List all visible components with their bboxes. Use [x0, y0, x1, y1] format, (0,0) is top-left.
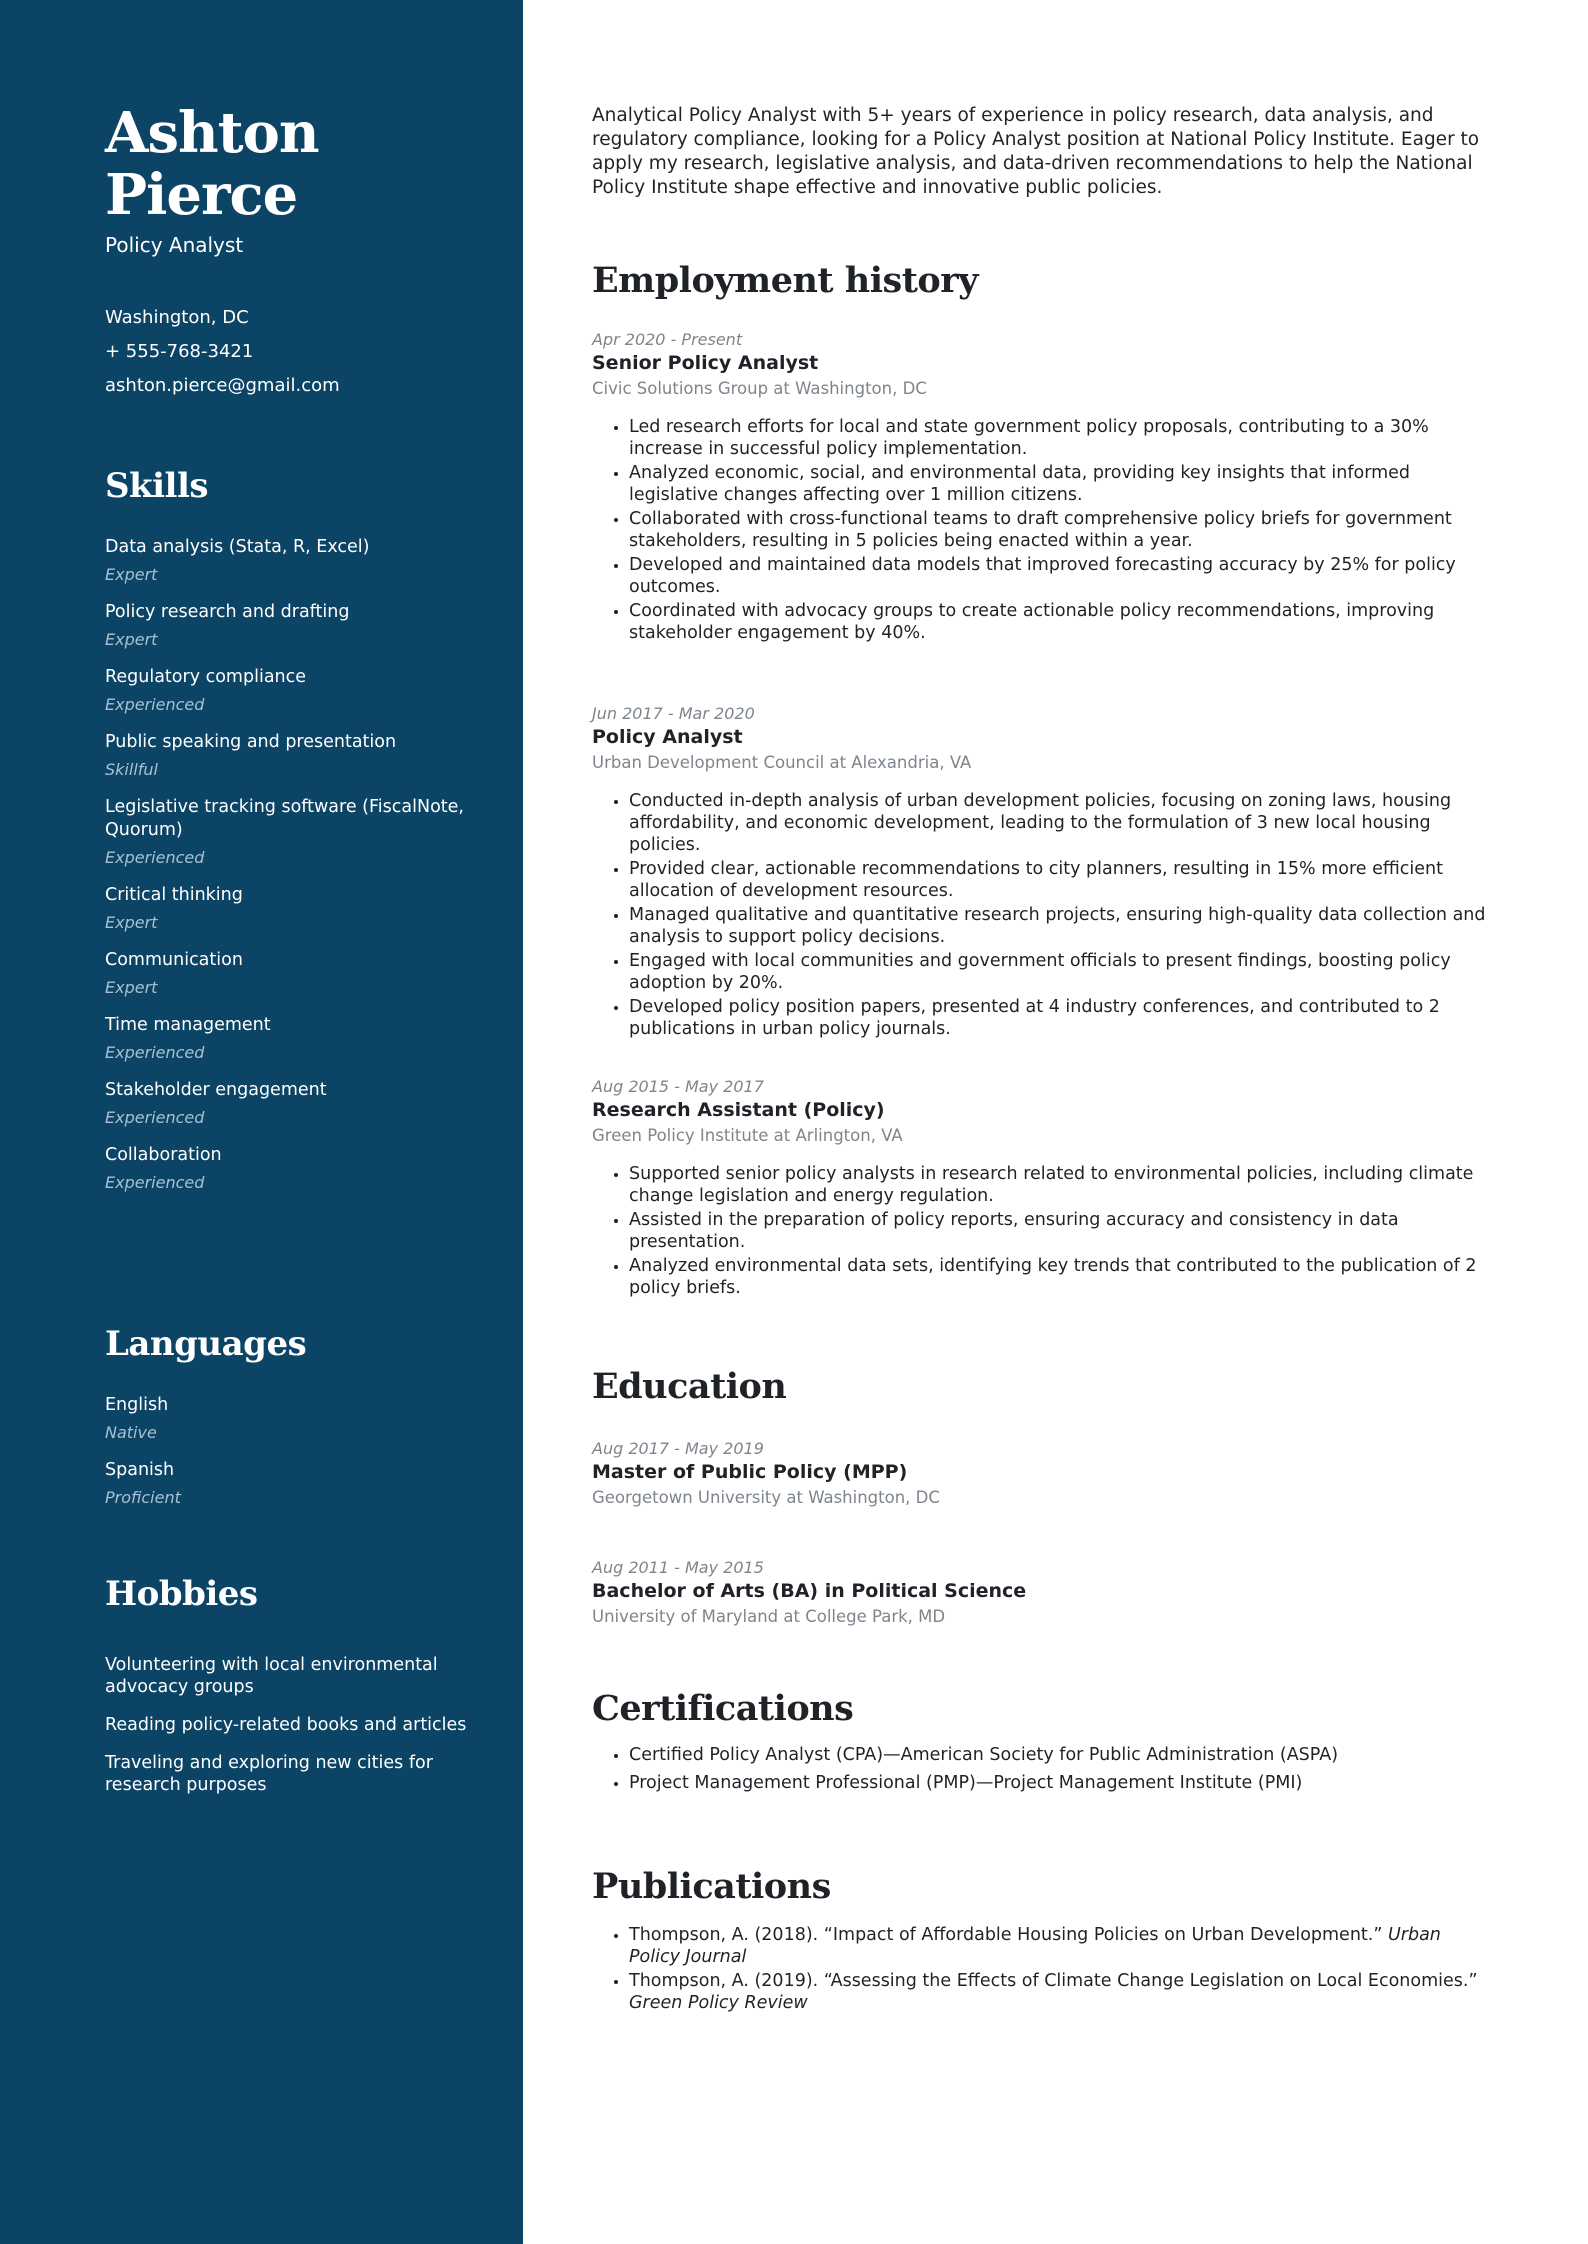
job-role: Policy Analyst: [592, 726, 743, 748]
skill-name: Collaboration: [105, 1145, 222, 1165]
job-bullet: • Developed policy position papers, presented at 4 industry conferences, and contributed to 2 publications in urban policy journals.: [629, 996, 1492, 1040]
publication-citation: Thompson, A. (2018). “Impact of Affordable Housing Policies on Urban Development.”: [629, 1925, 1388, 1945]
education-school: University of Maryland at College Park, MD: [592, 1607, 946, 1626]
skills-heading: Skills: [105, 466, 209, 506]
education-heading: Education: [592, 1366, 787, 1407]
skill-name: Regulatory compliance: [105, 667, 307, 687]
skill-level: Expert: [105, 978, 158, 997]
skill-name: Stakeholder engagement: [105, 1080, 327, 1100]
education-degree: Master of Public Policy (MPP): [592, 1461, 908, 1483]
language-name: English: [105, 1395, 169, 1415]
name-first: Ashton: [105, 100, 319, 166]
publications-heading: Publications: [592, 1866, 831, 1907]
contact-info: [105, 301, 340, 403]
job-entry: [592, 1077, 1492, 1301]
job-role: Research Assistant (Policy): [592, 1099, 885, 1121]
job-dates: Aug 2015 - May 2017: [592, 1077, 764, 1096]
job-bullet: • Developed and maintained data models that improved forecasting accuracy by 25% for policy outcomes.: [629, 554, 1492, 598]
education-dates: Aug 2017 - May 2019: [592, 1439, 764, 1458]
job-org: Civic Solutions Group at Washington, DC: [592, 379, 927, 398]
job-bullet: • Collaborated with cross-functional teams to draft comprehensive policy briefs for government stakeholders, resulting in 5 policies being enacted within a year.: [629, 508, 1492, 552]
certifications-heading: Certifications: [592, 1688, 854, 1729]
skill-level: Experienced: [105, 1108, 205, 1127]
languages-heading: Languages: [105, 1324, 307, 1364]
job-bullet: • Coordinated with advocacy groups to create actionable policy recommendations, improving stakeholder engagement by 40%.: [629, 600, 1492, 644]
certification-bullets: [592, 1744, 1492, 1794]
skill-item: [105, 601, 485, 649]
skill-item: [105, 666, 485, 714]
job-bullet: • Analyzed economic, social, and environmental data, providing key insights that informed legislative changes affecting over 1 million citizens.: [629, 462, 1492, 506]
publication-citation: Thompson, A. (2019). “Assessing the Effects of Climate Change Legislation on Local Economies.”: [629, 1971, 1478, 1991]
skill-level: Experienced: [105, 1043, 205, 1062]
education-degree: Bachelor of Arts (BA) in Political Science: [592, 1580, 1027, 1602]
location: Washington, DC: [105, 307, 249, 328]
skill-level: Expert: [105, 630, 158, 649]
education-entry: [592, 1558, 1492, 1630]
publications-list: [592, 1924, 1492, 2016]
skill-item: [105, 1144, 485, 1192]
job-dates: Apr 2020 - Present: [592, 330, 743, 349]
language-level: Proficient: [105, 1488, 181, 1507]
hobby-item: Reading policy-related books and articles: [105, 1715, 467, 1735]
job-entry: [592, 330, 1492, 646]
education-entry: [592, 1439, 1492, 1511]
sidebar: [0, 0, 523, 2244]
skill-level: Experienced: [105, 1173, 205, 1192]
skill-name: Legislative tracking software (FiscalNote, Quorum): [105, 797, 464, 840]
skill-level: Experienced: [105, 848, 205, 867]
skill-item: [105, 884, 485, 932]
job-bullet: • Assisted in the preparation of policy reports, ensuring accuracy and consistency in data presentation.: [629, 1209, 1492, 1253]
skill-item: [105, 536, 485, 584]
name-last: Pierce: [105, 162, 298, 228]
publication-journal: Urban Policy Journal: [629, 1925, 1441, 1967]
skill-name: Critical thinking: [105, 885, 243, 905]
job-dates: Jun 2017 - Mar 2020: [592, 704, 755, 723]
email: ashton.pierce@gmail.com: [105, 375, 340, 396]
language-name: Spanish: [105, 1460, 175, 1480]
language-item: [105, 1394, 485, 1442]
publication-bullets: [592, 1924, 1492, 2014]
employment-heading: Employment history: [592, 260, 978, 301]
language-item: [105, 1459, 485, 1507]
job-bullet: • Managed qualitative and quantitative research projects, ensuring high-quality data collection and analysis to support policy decisions.: [629, 904, 1492, 948]
skill-name: Communication: [105, 950, 243, 970]
hobbies-heading: Hobbies: [105, 1574, 258, 1614]
skill-level: Expert: [105, 565, 158, 584]
skill-item: [105, 1079, 485, 1127]
summary: Analytical Policy Analyst with 5+ years of experience in policy research, data analysis, and regulatory compliance, looking for a Policy Analyst position at National Policy Institute. Eager to apply my research, legislative analysis, and data-driven recommendations to help the National Policy Institute shape effective and innovative public policies.: [592, 105, 1480, 198]
job-bullets: [592, 790, 1492, 1040]
skills-list: [105, 536, 485, 1209]
job-bullet: • Led research efforts for local and state government policy proposals, contributing to a 30% increase in successful policy implementation.: [629, 416, 1492, 460]
certification-item: • Project Management Professional (PMP)—Project Management Institute (PMI): [629, 1772, 1492, 1794]
job-title: Policy Analyst: [105, 233, 244, 257]
language-level: Native: [105, 1423, 157, 1442]
skill-level: Expert: [105, 913, 158, 932]
skill-name: Public speaking and presentation: [105, 732, 397, 752]
skill-level: Skillful: [105, 760, 158, 779]
job-bullet: • Conducted in-depth analysis of urban development policies, focusing on zoning laws, housing affordability, and economic development, leading to the formulation of 3 new local housing policies.: [629, 790, 1492, 856]
skill-level: Experienced: [105, 695, 205, 714]
job-bullet: • Provided clear, actionable recommendations to city planners, resulting in 15% more efficient allocation of development resources.: [629, 858, 1492, 902]
skill-item: [105, 949, 485, 997]
certification-item: • Certified Policy Analyst (CPA)—American Society for Public Administration (ASPA): [629, 1744, 1492, 1766]
job-org: Urban Development Council at Alexandria, VA: [592, 753, 972, 772]
skill-item: [105, 796, 485, 867]
skill-item: [105, 731, 485, 779]
education-school: Georgetown University at Washington, DC: [592, 1488, 940, 1507]
job-bullet: • Analyzed environmental data sets, identifying key trends that contributed to the publication of 2 policy briefs.: [629, 1255, 1492, 1299]
job-bullets: [592, 416, 1492, 644]
publication-journal: Green Policy Review: [629, 1993, 808, 2013]
job-bullet: • Engaged with local communities and government officials to present findings, boosting policy adoption by 20%.: [629, 950, 1492, 994]
job-bullet: • Supported senior policy analysts in research related to environmental policies, including climate change legislation and energy regulation.: [629, 1163, 1492, 1207]
skill-item: [105, 1014, 485, 1062]
phone: + 555-768-3421: [105, 341, 254, 362]
certifications-list: [592, 1744, 1492, 1796]
job-entry: [592, 704, 1492, 1042]
education-dates: Aug 2011 - May 2015: [592, 1558, 764, 1577]
languages-list: [105, 1394, 485, 1524]
job-org: Green Policy Institute at Arlington, VA: [592, 1126, 903, 1145]
publication-item: [629, 1970, 1492, 2014]
hobby-item: Traveling and exploring new cities for research purposes: [105, 1753, 433, 1795]
job-role: Senior Policy Analyst: [592, 352, 819, 374]
skill-name: Policy research and drafting: [105, 602, 350, 622]
job-bullets: [592, 1163, 1492, 1299]
skill-name: Time management: [105, 1015, 271, 1035]
skill-name: Data analysis (Stata, R, Excel): [105, 537, 370, 557]
publication-item: [629, 1924, 1492, 1968]
hobbies-list: [105, 1654, 485, 1812]
candidate-name: [105, 102, 319, 226]
hobby-item: Volunteering with local environmental advocacy groups: [105, 1655, 438, 1697]
